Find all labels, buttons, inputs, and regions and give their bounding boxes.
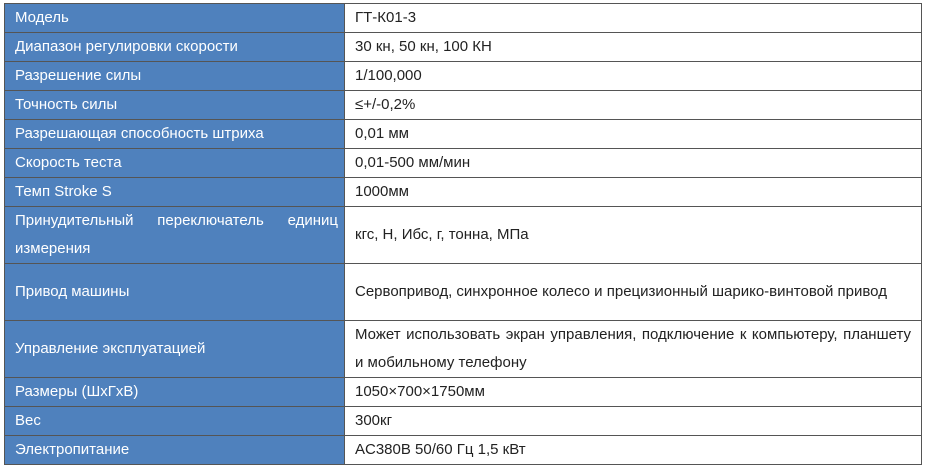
row-value-operation-control: Может использовать экран управления, подключение к компьютеру, планшету и мобильному телефону [345, 321, 922, 378]
row-label-operation-control: Управление эксплуатацией [5, 321, 345, 378]
table-row [5, 120, 922, 149]
table-row [5, 436, 922, 465]
row-value-weight: 300кг [345, 407, 922, 436]
row-value-speed-range: 30 кн, 50 кн, 100 КН [345, 33, 922, 62]
row-value-power: AC380В 50/60 Гц 1,5 кВт [345, 436, 922, 465]
row-label-force-accuracy: Точность силы [5, 91, 345, 120]
row-value-dimensions: 1050×700×1750мм [345, 378, 922, 407]
row-label-stroke-resolution: Разрешающая способность штриха [5, 120, 345, 149]
table-row [5, 149, 922, 178]
row-value-unit-switch: кгс, Н, Ибс, г, тонна, МПа [345, 207, 922, 264]
table-row [5, 407, 922, 436]
row-label-force-resolution: Разрешение силы [5, 62, 345, 91]
row-label-model: Модель [5, 4, 345, 33]
row-value-force-resolution: 1/100,000 [345, 62, 922, 91]
row-value-model: ГТ-К01-3 [345, 4, 922, 33]
row-label-unit-switch: Принудительный переключатель единиц измерения [5, 207, 345, 264]
row-value-drive: Сервопривод, синхронное колесо и прецизионный шарико-винтовой привод [345, 264, 922, 321]
row-label-stroke: Темп Stroke S [5, 178, 345, 207]
table-row [5, 4, 922, 33]
table-row [5, 33, 922, 62]
row-label-test-speed: Скорость теста [5, 149, 345, 178]
table-row [5, 91, 922, 120]
table-row [5, 321, 922, 378]
table-row [5, 62, 922, 91]
row-label-drive: Привод машины [5, 264, 345, 321]
row-label-dimensions: Размеры (ШхГхВ) [5, 378, 345, 407]
row-label-power: Электропитание [5, 436, 345, 465]
row-label-speed-range: Диапазон регулировки скорости [5, 33, 345, 62]
row-value-stroke-resolution: 0,01 мм [345, 120, 922, 149]
table-row [5, 178, 922, 207]
row-value-test-speed: 0,01-500 мм/мин [345, 149, 922, 178]
row-label-weight: Вес [5, 407, 345, 436]
row-value-force-accuracy: ≤+/-0,2% [345, 91, 922, 120]
table-row [5, 378, 922, 407]
spec-table [4, 3, 922, 465]
row-value-stroke: 1000мм [345, 178, 922, 207]
table-row [5, 207, 922, 264]
table-row [5, 264, 922, 321]
